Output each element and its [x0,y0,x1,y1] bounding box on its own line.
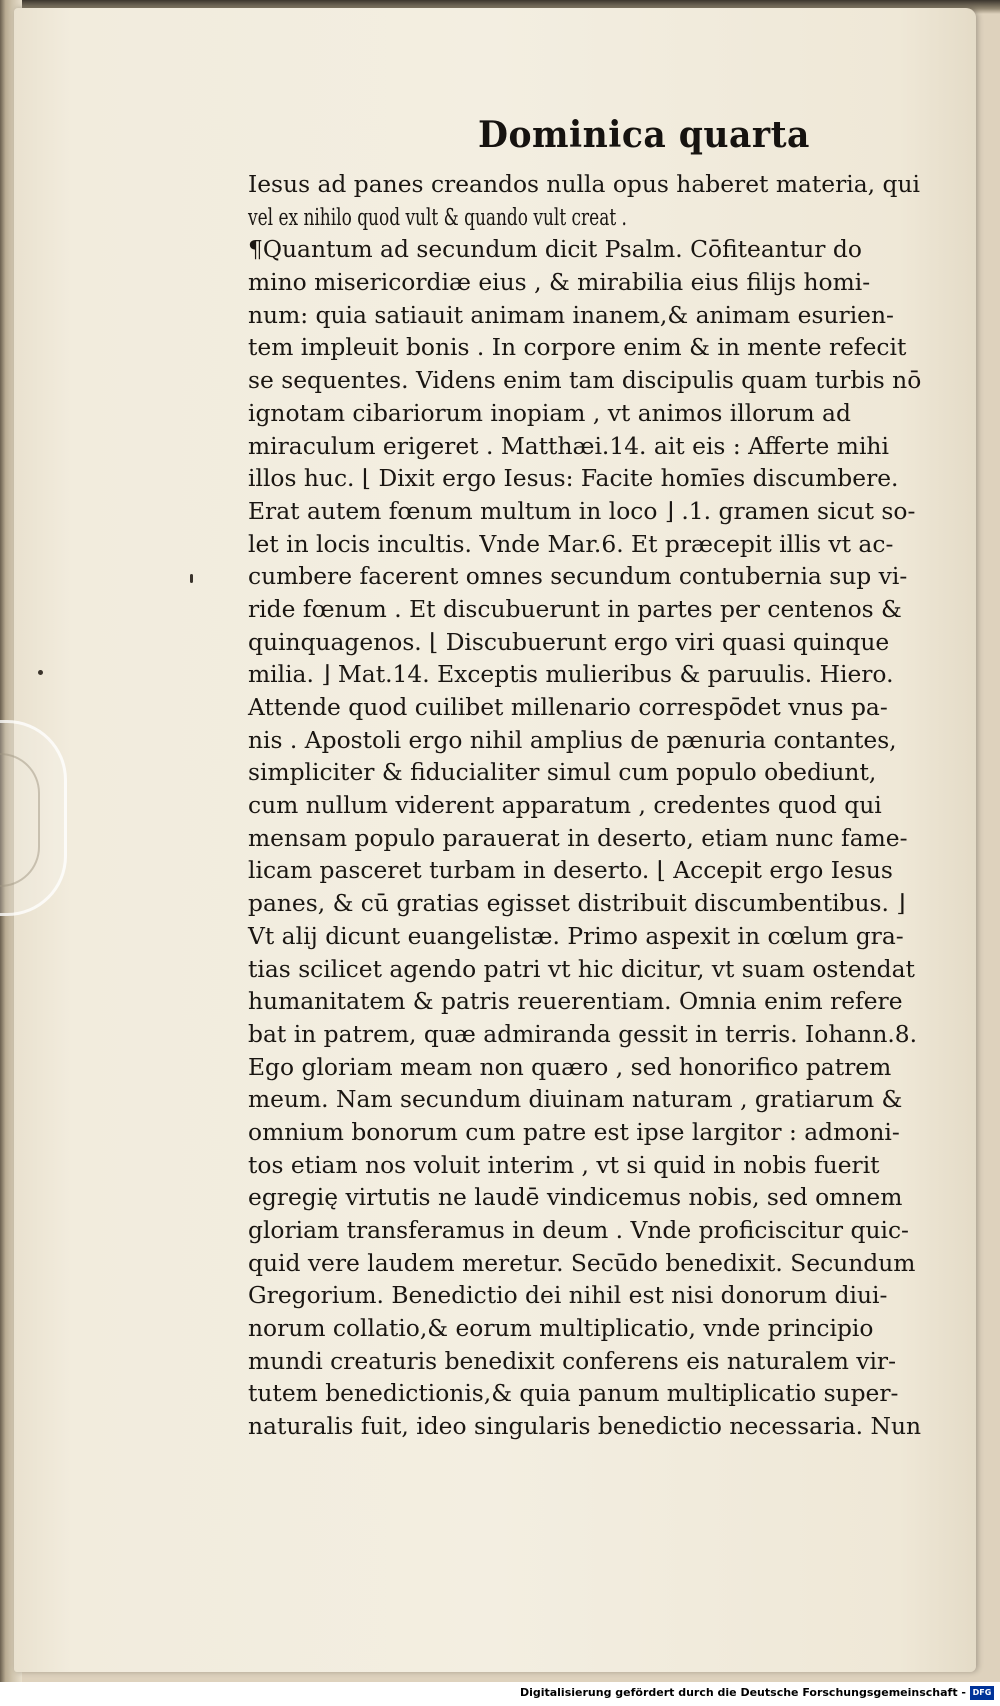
text-line: Ego gloriam meam non quæro , sed honorifico patrem [248,1052,892,1081]
text-line: mensam populo parauerat in deserto, etiam nunc fame- [248,823,908,852]
ink-speck [190,574,193,583]
text-line: tem impleuit bonis . In corpore enim & in mente refecit [248,333,907,362]
text-line: tutem benedictionis,& quia panum multiplicatio super- [248,1379,899,1408]
text-line: Vt alij dicunt euangelistæ. Primo aspexit in cœlum gra- [248,921,904,950]
text-line: cumbere facerent omnes secundum contubernia sup vi- [248,562,908,591]
text-line: ¶Quantum ad secundum dicit Psalm. Cōfiteantur do [248,235,862,264]
text-line: panes, & cū gratias egisset distribuit discumbentibus. ⌋ [248,889,906,918]
text-line: licam pasceret turbam in deserto. ⌊ Accepit ergo Iesus [248,856,893,885]
ink-speck [38,670,43,675]
text-line: miraculum erigeret . Matthæi.14. ait eis : Afferte mihi [248,431,889,460]
text-line: egregię virtutis ne laudē vindicemus nobis, sed omnem [248,1183,903,1212]
text-line: ride fœnum . Et discubuerunt in partes per centenos & [248,594,902,623]
body-text [248,168,968,1443]
text-line: gloriam transferamus in deum . Vnde proficiscitur quic- [248,1216,909,1244]
text-line: cum nullum viderent apparatum , credentes quod qui [248,791,882,820]
text-line: norum collatio,& eorum multiplicatio, vnde principio [248,1314,874,1343]
digitization-credit: Digitalisierung gefördert durch die Deutsche Forschungsgemeinschaft - [519,1686,966,1699]
text-line: nis . Apostoli ergo nihil amplius de pænuria contantes, [248,725,897,754]
text-line: quid vere laudem meretur. Secūdo benedixit. Secundum [248,1248,916,1277]
page-clip-inner [0,753,40,887]
text-line: humanitatem & patris reuerentiam. Omnia enim refere [248,987,903,1016]
text-line: ignotam cibariorum inopiam , vt animos illorum ad [248,398,851,427]
text-line: Erat autem fœnum multum in loco ⌋ .1. gramen sicut so- [248,496,916,525]
text-line: bat in patrem, quæ admiranda gessit in terris. Iohann.8. [248,1019,918,1048]
text-line: mundi creaturis benedixit conferens eis naturalem vir- [248,1346,897,1375]
text-line: Attende quod cuilibet millenario correspōdet vnus pa- [248,693,888,721]
text-line: vel ex nihilo quod vult & quando vult creat . [248,202,627,231]
running-header: Dominica quarta [478,114,810,156]
text-line: quinquagenos. ⌊ Discubuerunt ergo viri quasi quinque [248,627,890,656]
text-line: num: quia satiauit animam inanem,& animam esurien- [248,300,894,329]
text-line: tias scilicet agendo patri vt hic dicitur, vt suam ostendat [248,954,915,983]
text-line: illos huc. ⌊ Dixit ergo Iesus: Facite homīes discumbere. [248,464,899,493]
text-line: naturalis fuit, ideo singularis benedictio necessaria. Nun [248,1412,922,1441]
text-line: Iesus ad panes creandos nulla opus haberet materia, qui [248,170,921,198]
text-line: Gregorium. Benedictio dei nihil est nisi donorum diui- [248,1281,888,1310]
text-line: meum. Nam secundum diuinam naturam , gratiarum & [248,1085,903,1114]
text-line: simpliciter & fiducialiter simul cum populo obediunt, [248,758,877,787]
text-line: let in locis incultis. Vnde Mar.6. Et præcepit illis vt ac- [248,529,894,558]
page-clip [0,720,67,916]
text-line: mino misericordiæ eius , & mirabilia eius filijs homi- [248,268,871,297]
text-line: tos etiam nos voluit interim , vt si quid in nobis fuerit [248,1150,880,1179]
text-line: se sequentes. Videns enim tam discipulis quam turbis nō [248,366,922,395]
dfg-logo: DFG [970,1686,994,1700]
text-line: milia. ⌋ Mat.14. Exceptis mulieribus & paruulis. Hiero. [248,660,894,689]
text-line: omnium bonorum cum patre est ipse largitor : admoni- [248,1117,900,1146]
